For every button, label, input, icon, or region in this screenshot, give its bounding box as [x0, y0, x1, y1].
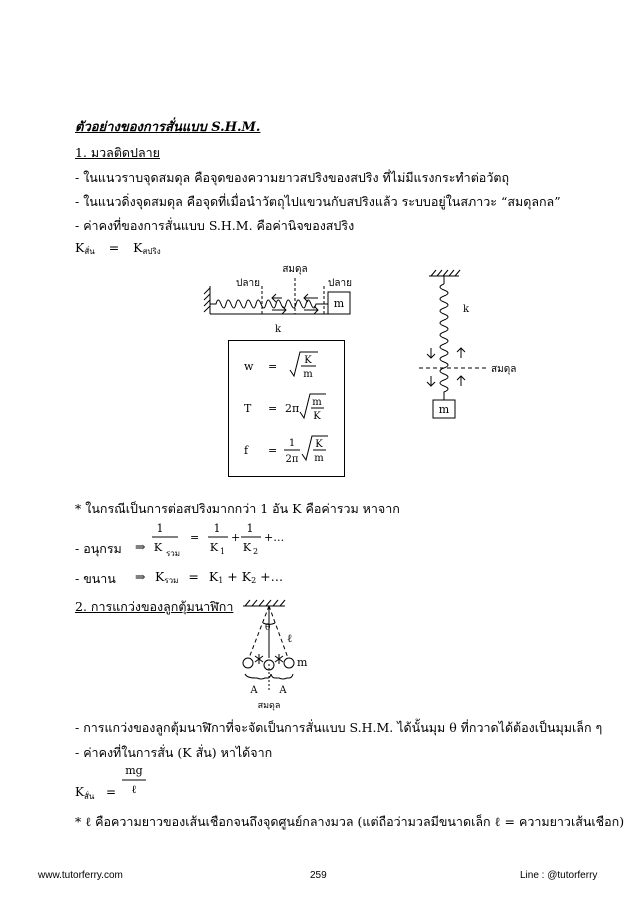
bullet-vertical-equilibrium: - ในแนวดิ่งจุดสมดุล คือจุดที่เมื่อนำวัตถุไปแขวนกับสปริงแล้ว ระบบอยู่ในสภาวะ “สมดุลกล” — [75, 194, 561, 209]
parallel-rhs2: K — [241, 569, 252, 584]
page-title: ตัวอย่างของการสั่นแบบ S.H.M. — [75, 120, 261, 135]
formula-box — [228, 340, 348, 480]
series-t2-sub: 2 — [253, 547, 259, 556]
parallel-tail: +… — [260, 569, 284, 584]
pendulum-k-eq: = — [106, 785, 117, 799]
footer-line-id: Line : @tutorferry — [520, 870, 598, 881]
label-end-left: ปลาย — [236, 278, 260, 289]
pendulum-diagram — [235, 596, 325, 712]
series-t2-den: K — [242, 541, 252, 554]
label-equilibrium-1: สมดุล — [282, 264, 308, 275]
series-lhs-sub: รวม — [166, 549, 181, 558]
f-frac-den: 2π — [285, 454, 299, 465]
label-mass-3: m — [297, 656, 308, 669]
pendulum-k-formula — [72, 760, 172, 804]
f-label: f — [244, 444, 249, 457]
label-mass-1: m — [333, 297, 345, 310]
horizontal-spring-diagram — [200, 258, 360, 338]
note-string-length: * ℓ คือความยาวของเส้นเชือกจนถึงจุดศูนย์กลางมวล (แต่ถือว่ามวลมีขนาดเล็ก ℓ = ความยาวเส้นเชือก) — [75, 814, 625, 829]
f-eq: = — [268, 444, 278, 457]
section-1-heading: 1. มวลติดปลาย — [75, 145, 160, 160]
bullet-pendulum-shm: - การแกว่งของลูกตุ้มนาฬิกาที่จะจัดเป็นการสั่นแบบ S.H.M. ได้นั้นมุม θ ที่กวาดได้ต้องเป็นมุมเล็ก ๆ — [75, 720, 603, 735]
w-num: K — [304, 355, 312, 366]
parallel-label: - ขนาน — [75, 571, 116, 586]
w-den: m — [303, 369, 313, 380]
equation-k-vibration — [75, 240, 161, 258]
label-spring-k-2: k — [463, 304, 470, 315]
T-eq: = — [268, 402, 278, 415]
w-label: w — [244, 360, 254, 373]
vertical-spring-diagram — [415, 262, 535, 427]
series-plus: + — [231, 531, 241, 544]
w-eq: = — [268, 360, 278, 373]
label-equilibrium-3: สมดุล — [257, 701, 281, 711]
parallel-rhs2-sub: 2 — [251, 576, 257, 585]
pendulum-k-den: ℓ — [131, 783, 137, 796]
label-amplitude-left: A — [250, 685, 258, 696]
bullet-pendulum-constant: - ค่าคงที่ในการสั่น (K สั่น) หาได้จาก — [75, 745, 273, 760]
parallel-lhs: K — [155, 569, 165, 584]
parallel-lhs-sub: รวม — [164, 576, 179, 585]
spring-combination-intro: * ในกรณีเป็นการต่อสปริงมากกว่า 1 อัน K คือค่ารวม หาจาก — [75, 501, 400, 516]
eq-k-right-sub: สปริง — [142, 247, 161, 256]
label-mass-2: m — [438, 403, 450, 416]
pendulum-k-num: mg — [125, 764, 143, 777]
label-end-right: ปลาย — [328, 278, 352, 289]
pendulum-k-lhs: K — [75, 785, 84, 799]
T-coef: 2π — [285, 402, 300, 415]
label-spring-k-1: k — [274, 324, 282, 335]
series-t2-num: 1 — [246, 522, 254, 535]
T-num: m — [312, 397, 322, 408]
f-den: m — [314, 453, 324, 464]
parallel-rhs1-sub: 1 — [218, 576, 224, 585]
series-eq: = — [190, 531, 200, 544]
section-2-heading: 2. การแกว่งของลูกตุ้มนาฬิกา — [75, 599, 234, 614]
eq-k-left: K — [75, 240, 85, 255]
T-den: K — [313, 411, 321, 422]
bullet-horizontal-equilibrium: - ในแนวราบจุดสมดุล คือจุดของความยาวสปริงของสปริง ที่ไม่มีแรงกระทำต่อวัตถุ — [75, 170, 510, 185]
T-label: T — [244, 402, 252, 415]
footer-website: www.tutorferry.com — [38, 870, 123, 881]
label-amplitude-right: A — [279, 685, 287, 696]
eq-k-right: K — [133, 240, 143, 255]
label-length: ℓ — [287, 632, 293, 645]
parallel-arrow: ⇒ — [135, 569, 146, 584]
series-formula — [150, 518, 290, 564]
parallel-formula — [155, 569, 283, 587]
bullet-shm-constant: - ค่าคงที่ของการสั่นแบบ S.H.M. คือค่านิจของสปริง — [75, 218, 355, 233]
eq-k-left-sub: สั่น — [84, 247, 95, 256]
label-theta: θ — [265, 623, 271, 633]
f-num: K — [315, 439, 323, 450]
series-ellipsis: +… — [264, 531, 285, 544]
series-t1-sub: 1 — [220, 547, 226, 556]
series-arrow: ⇒ — [135, 539, 146, 554]
series-lhs-den: K — [153, 541, 163, 554]
series-t1-num: 1 — [213, 522, 221, 535]
parallel-eq: = — [188, 569, 199, 584]
footer-page-number: 259 — [310, 870, 327, 881]
parallel-rhs1: K — [208, 569, 219, 584]
label-equilibrium-2: สมดุล — [491, 364, 517, 375]
pendulum-k-lhs-sub: สั่น — [84, 792, 95, 801]
series-lhs-num: 1 — [156, 522, 164, 535]
eq-equals: = — [108, 240, 120, 255]
series-t1-den: K — [209, 541, 219, 554]
series-label: - อนุกรม — [75, 541, 122, 556]
f-frac-num: 1 — [288, 438, 296, 449]
parallel-plus: + — [227, 569, 238, 584]
